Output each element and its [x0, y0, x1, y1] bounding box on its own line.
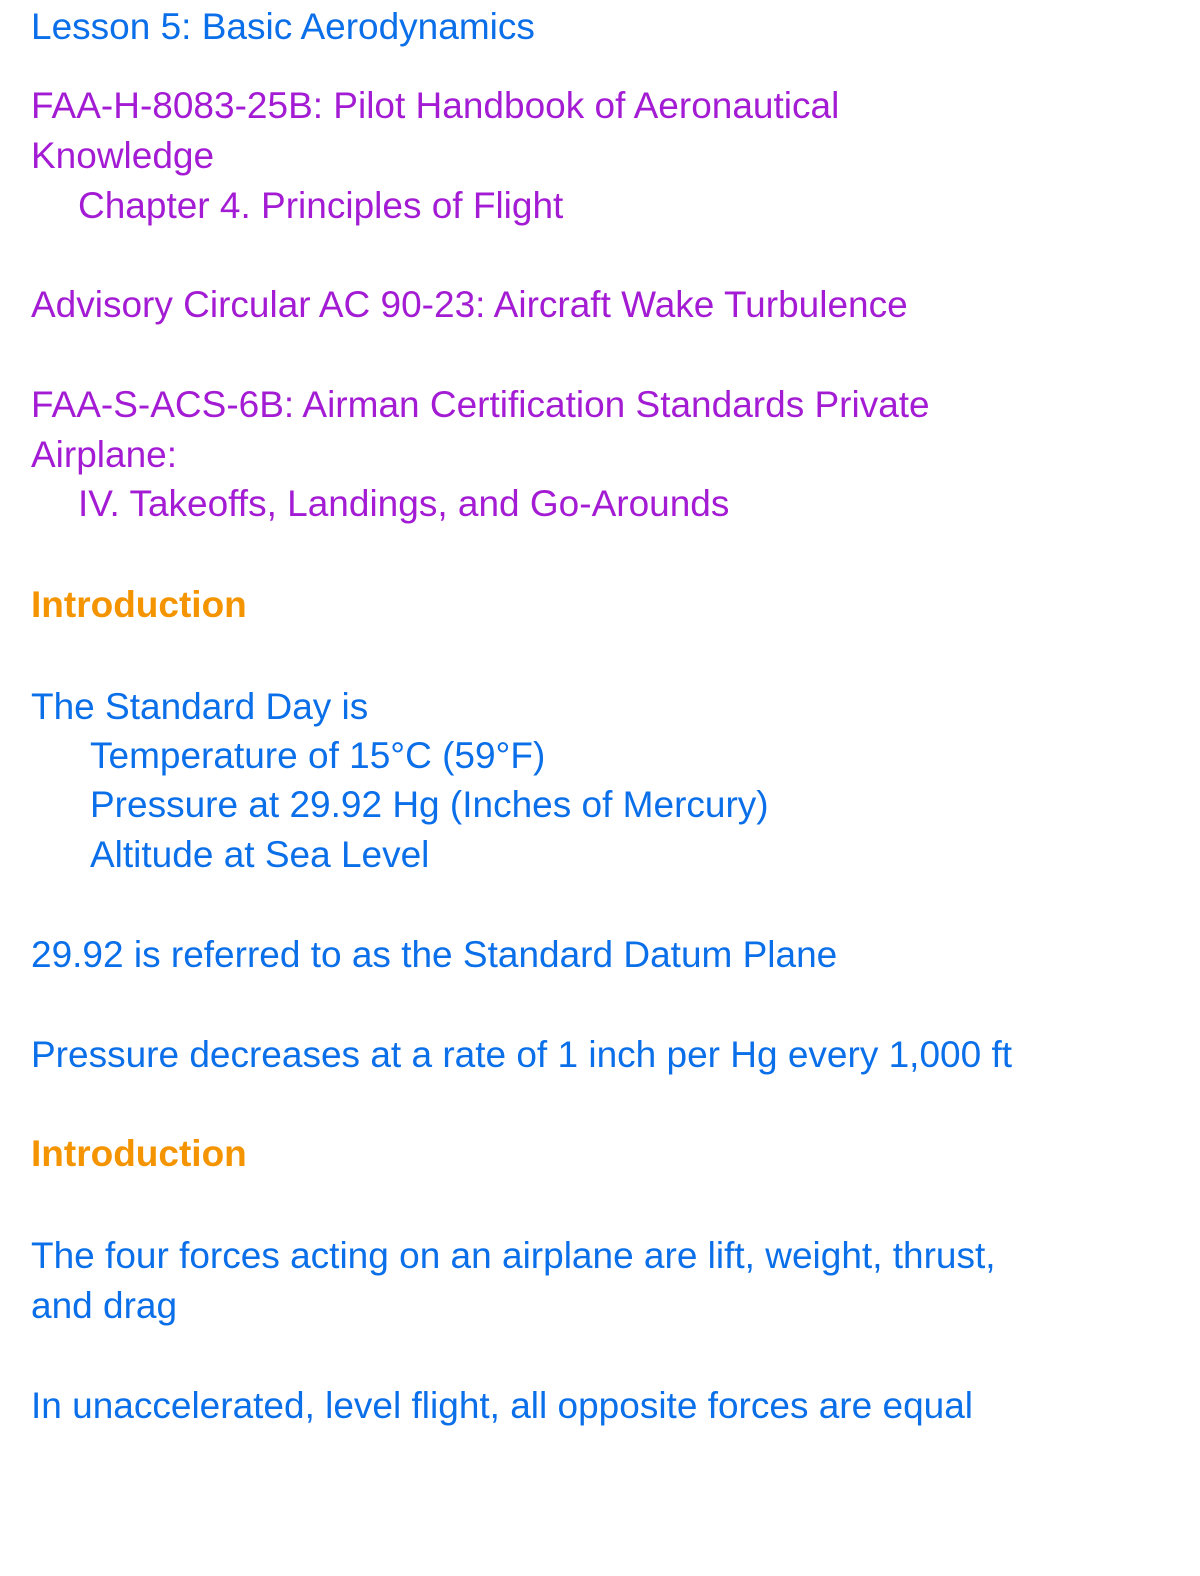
lesson-title: Lesson 5: Basic Aerodynamics	[31, 6, 535, 47]
reference-acs-area: IV. Takeoffs, Landings, and Go-Arounds	[78, 483, 730, 524]
reference-acs-line1: FAA-S-ACS-6B: Airman Certification Standards Private	[31, 384, 930, 425]
reference-phak-line1: FAA-H-8083-25B: Pilot Handbook of Aeronautical	[31, 85, 840, 126]
reference-phak-chapter: Chapter 4. Principles of Flight	[78, 185, 564, 226]
standard-day-item-temperature: Temperature of 15°C (59°F)	[90, 735, 546, 776]
reference-acs-line2: Airplane:	[31, 434, 178, 475]
four-forces-line2: and drag	[31, 1285, 178, 1326]
reference-phak-line2: Knowledge	[31, 135, 215, 176]
standard-day-item-pressure: Pressure at 29.92 Hg (Inches of Mercury)	[90, 784, 769, 825]
section-heading: Introduction	[31, 584, 247, 625]
pressure-rate-text: Pressure decreases at a rate of 1 inch per Hg every 1,000 ft	[31, 1034, 1013, 1075]
equilibrium-text: In unaccelerated, level flight, all opposite forces are equal	[31, 1385, 974, 1426]
standard-day-intro: The Standard Day is	[31, 686, 369, 727]
four-forces-line1: The four forces acting on an airplane are lift, weight, thrust,	[31, 1235, 996, 1276]
datum-plane-text: 29.92 is referred to as the Standard Datum Plane	[31, 934, 838, 975]
reference-advisory-circular: Advisory Circular AC 90-23: Aircraft Wake Turbulence	[31, 284, 908, 325]
standard-day-item-altitude: Altitude at Sea Level	[90, 834, 430, 875]
section-heading: Introduction	[31, 1133, 247, 1174]
